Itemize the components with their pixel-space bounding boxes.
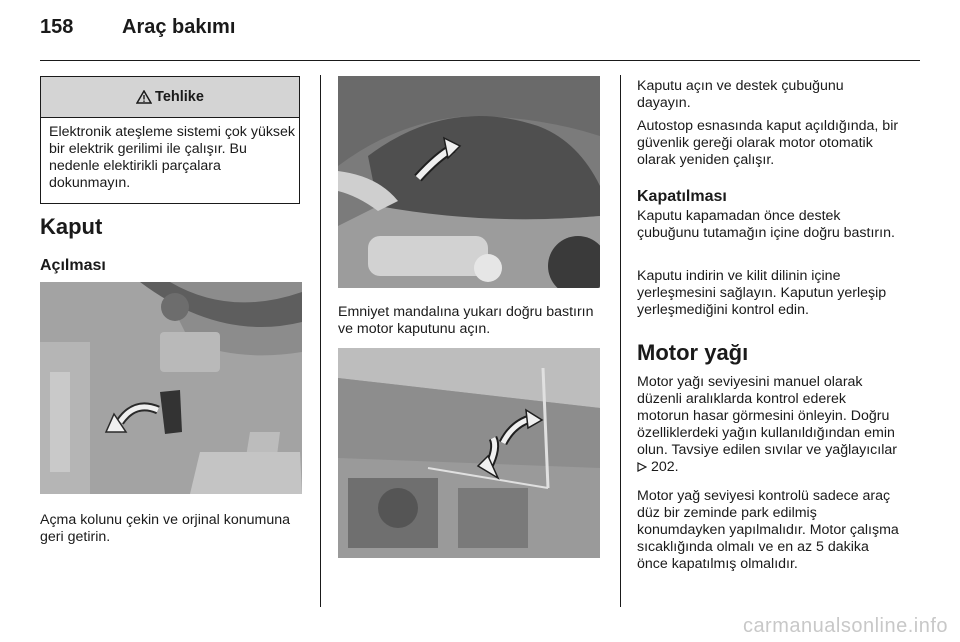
header-rule <box>40 60 920 61</box>
col3-paragraph-6: Motor yağ seviyesi kontrolü sadece araç düz bir zeminde park edilmiş konumdayken yapılmalıdır. Motor çalışma sıcaklığında olmalı ve en az 5 dakika önce kapatılmış olmalıdır. <box>637 488 899 572</box>
danger-box <box>40 76 300 204</box>
column-divider-2 <box>620 75 621 607</box>
col3-paragraph-5-text: Motor yağı seviyesini manuel olarak düzenli aralıklarda kontrol ederek motorun hasar görmesini önleyin. Doğru özelliklerdeki yağın kullanıldığından emin olun. Tavsiye edilen sıvılar ve yağlayıcılar <box>637 374 897 458</box>
engine-oil-heading: Motor yağı <box>637 340 749 365</box>
danger-header <box>41 77 299 118</box>
column-divider-1 <box>320 75 321 607</box>
warning-triangle-icon <box>136 90 152 104</box>
hood-heading: Kaput <box>40 214 103 239</box>
closing-heading: Kapatılması <box>637 188 727 205</box>
col3-paragraph-1: Kaputu açın ve destek çubuğunu dayayın. <box>637 78 844 111</box>
hood-latch-illustration <box>338 76 600 288</box>
col3-paragraph-5 <box>637 374 899 476</box>
page-number: 158 <box>40 16 74 38</box>
opening-subheading: Açılması <box>40 257 106 274</box>
col3-paragraph-3: Kaputu kapamadan önce destek çubuğunu tutamağın içine doğru bastırın. <box>637 208 895 241</box>
col1-caption: Açma kolunu çekin ve orjinal konumuna geri getirin. <box>40 512 290 545</box>
danger-label: Tehlike <box>155 89 204 105</box>
watermark: carmanualsonline.info <box>742 615 948 637</box>
col3-paragraph-4: Kaputu indirin ve kilit dilinin içine yerleşmesini sağlayın. Kaputun yerleşip yerleşmediğini kontrol edin. <box>637 268 887 318</box>
page-reference-arrow-icon <box>637 462 647 472</box>
danger-text: Elektronik ateşleme sistemi çok yüksek bir elektrik gerilimi ile çalışır. Bu nedenle elektirikli parçalara dokunmayın. <box>49 124 296 191</box>
col2-caption: Emniyet mandalına yukarı doğru bastırın ve motor kaputunu açın. <box>338 304 594 337</box>
hood-prop-rod-illustration <box>338 348 600 558</box>
hood-release-lever-illustration <box>40 282 302 494</box>
page-reference-link[interactable]: 202. <box>650 459 679 475</box>
section-title: Araç bakımı <box>122 16 236 38</box>
col3-paragraph-2: Autostop esnasında kaput açıldığında, bir güvenlik gereği olarak motor otomatik olarak yeniden çalışır. <box>637 118 899 168</box>
